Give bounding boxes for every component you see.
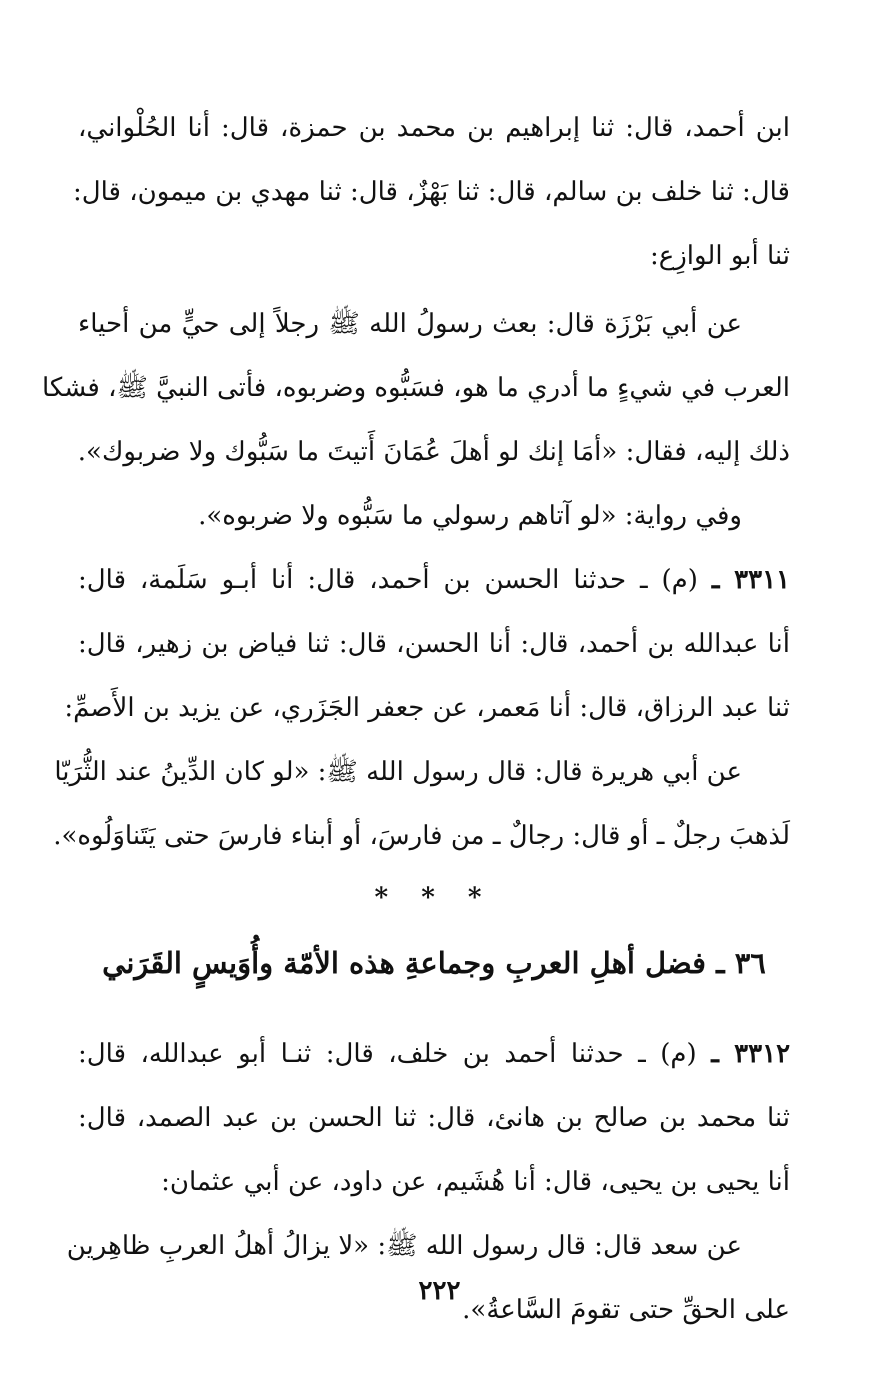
text-line: عن أبي بَرْزَة قال: بعث رسولُ الله ﷺ رجلاً إلى حيٍّ من أحياء <box>78 309 742 339</box>
text-span: (م) ـ حدثنا أحمد بن خلف، قال: ثنـا أبو عبدالله، قال: <box>78 1039 697 1069</box>
hadith-number: ٣٣١٢ ـ <box>711 1039 791 1069</box>
text-line: وفي رواية: «لو آتاهم رسولي ما سَبُّوه ولا ضربوه». <box>198 501 742 531</box>
section-separator: * * * <box>374 883 494 913</box>
text-line: على الحقِّ حتى تقومَ السَّاعةُ». <box>462 1295 790 1325</box>
hadith-3311-first-line <box>78 548 790 612</box>
text-line: أنا يحيى بن يحيى، قال: أنا هُشَيم، عن داود، عن أبي عثمان: <box>161 1167 790 1197</box>
text-span: (م) ـ حدثنا الحسن بن أحمد، قال: أنا أبـو سَلَمة، قال: <box>78 565 698 595</box>
text-line: عن سعد قال: قال رسول الله ﷺ: «لا يزالُ أهلُ العربِ ظاهِرين <box>66 1231 742 1261</box>
text-line: ذلك إليه، فقال: «أمَا إنك لو أهلَ عُمَانَ أَتيتَ ما سَبُّوك ولا ضربوك». <box>77 437 790 467</box>
text-line: ثنا أبو الوازِع: <box>649 241 790 271</box>
text-line: ابن أحمد، قال: ثنا إبراهيم بن محمد بن حمزة، قال: أنا الحُلْواني، <box>78 113 790 143</box>
text-line: قال: ثنا خلف بن سالم، قال: ثنا بَهْزٌ، قال: ثنا مهدي بن ميمون، قال: <box>72 177 790 207</box>
text-line: ثنا محمد بن صالح بن هانئ، قال: ثنا الحسن بن عبد الصمد، قال: <box>78 1103 790 1133</box>
text-line: ثنا عبد الرزاق، قال: أنا مَعمر، عن جعفر الجَزَري، عن يزيد بن الأَصمِّ: <box>64 693 790 723</box>
chapter-heading: ٣٦ ـ فضل أهلِ العربِ وجماعةِ هذه الأمّة وأُوَيسٍ القَرَني <box>102 946 766 980</box>
text-line: العرب في شيءٍ ما أدري ما هو، فسَبُّوه وضربوه، فأتى النبيَّ ﷺ، فشكا <box>41 373 790 403</box>
page-body <box>41 96 791 1342</box>
page-number: ٢٢٢ <box>418 1276 461 1306</box>
text-line: لَذهبَ رجلٌ ـ أو قال: رجالٌ ـ من فارسَ، أو أبناء فارسَ حتى يَتَناوَلُوه». <box>53 821 790 851</box>
text-line: أنا عبدالله بن أحمد، قال: أنا الحسن، قال: ثنا فياض بن زهير، قال: <box>78 629 790 659</box>
hadith-3312-first-line <box>78 1022 790 1086</box>
text-line: عن أبي هريرة قال: قال رسول الله ﷺ: «لو كان الدِّينُ عند الثُّرَيّا <box>54 757 742 787</box>
hadith-number: ٣٣١١ ـ <box>711 565 790 595</box>
